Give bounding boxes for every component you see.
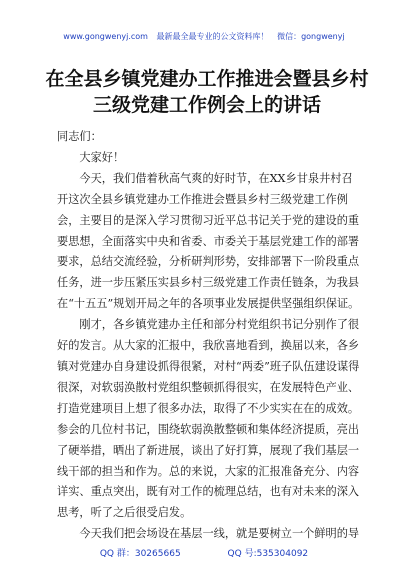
header-slogan: 最新最全最专业的公文资料库！ bbox=[156, 32, 269, 41]
page-footer bbox=[0, 548, 408, 560]
document-body bbox=[57, 127, 362, 545]
salutation: 同志们： bbox=[57, 130, 102, 143]
document-title: 在全县乡镇党建办工作推进会暨县乡村三级党建工作例会上的讲话 bbox=[45, 68, 369, 116]
header-wechat: 微信：gongwenyj bbox=[277, 32, 345, 41]
page-header bbox=[0, 32, 408, 42]
footer-qq-number: QQ 号:535304092 bbox=[227, 549, 309, 559]
footer-qq-group: QQ 群：30265665 bbox=[99, 549, 181, 559]
header-site-link[interactable]: www.gongwenyj.com bbox=[63, 32, 148, 41]
body-paragraph: 今天我们把会场设在基层一线，就是要树立一个鲜明的导 bbox=[79, 527, 360, 541]
greeting: 大家好！ bbox=[79, 150, 125, 164]
body-paragraph: 刚才，各乡镇党建办主任和部分村党组织书记分别作了很好的发言。从大家的汇报中，我欣喜地看到，换届以来，各乡镇对党建办自身建设抓得很紧，对村“两委”班子队伍建设谋得很深，对软弱涣散村党组织整顿抓得很实，在发展特色产业、打造党建项目上想了很多办法，取得了不少实实在在的成效。参会的几位村书记，围绕软弱涣散整顿和集体经济提质，亮出了硬举措，晒出了新进展，谈出了好打算，展现了我们基层一线干部的担当和作为。总的来说，大家的汇报准备充分、内容详实、重点突出，既有对工作的梳理总结，也有对未来的深入思考，听了之后很受启发。 bbox=[57, 318, 360, 520]
body-paragraph: 今天，我们借着秋高气爽的好时节，在XX乡甘泉井村召开这次全县乡镇党建办工作推进会暨县乡村三级党建工作例会，主要目的是深入学习贯彻习近平总书记关于党的建设的重要思想，全面落实中央和省委、市委关于基层党建工作的部署要求，总结交流经验，分析研判形势，安排部署下一阶段重点任务，进一步压紧压实县乡村三级党建工作责任链条，为我县在“十五五”规划开局之年的各项事业发展提供坚强组织保证。 bbox=[57, 171, 360, 311]
